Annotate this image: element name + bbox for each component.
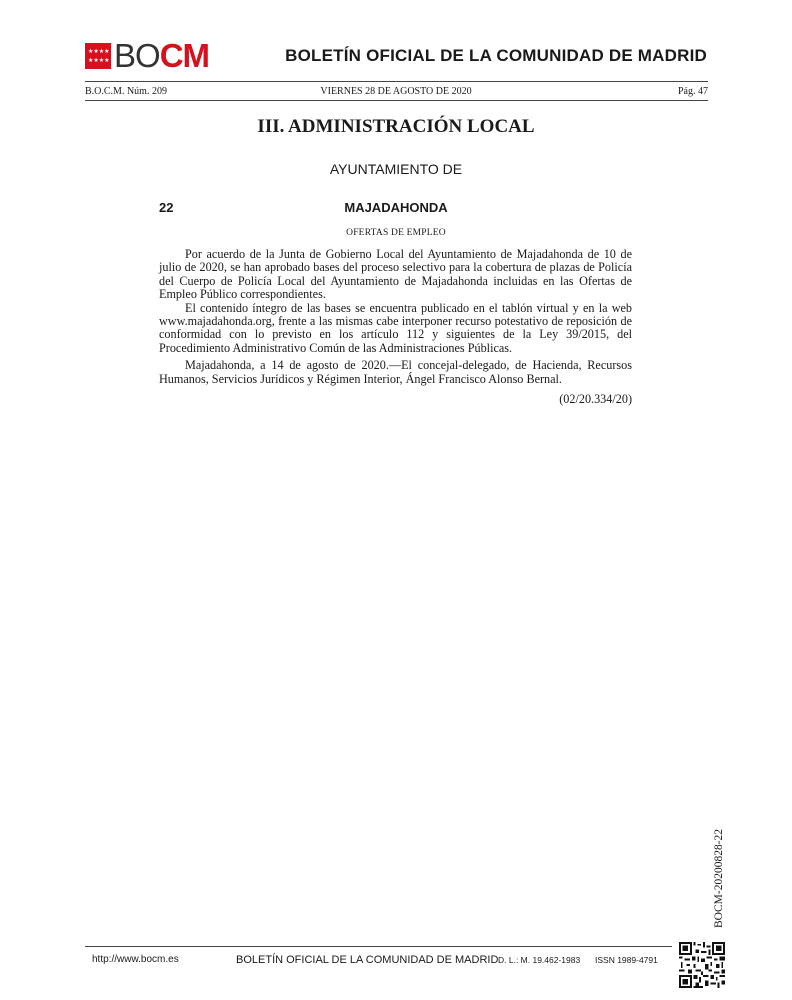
section-heading: AYUNTAMIENTO DE [329, 161, 463, 177]
announcement-reference: (02/20.334/20) [559, 392, 632, 406]
footer-rule [85, 946, 672, 947]
body-paragraph: Majadahonda, a 14 de agosto de 2020.—El concejal-delegado, de Hacienda, Recursos Humanos, Servicios Jurídicos y Régimen Interior, Ángel Francisco Alonso Bernal. [159, 358, 632, 386]
header-bottom-rule [85, 100, 708, 101]
issue-number: B.O.C.M. Núm. 209 [85, 86, 167, 97]
logo-text-bo: BO [114, 37, 160, 74]
body-paragraph: Por acuerdo de la Junta de Gobierno Local del Ayuntamiento de Majadahonda de 10 de julio de 2020, se han aprobado bases del proceso selectivo para la cobertura de plazas de Policía del Cuerpo de Policía Local del Ayuntamiento de Majadahonda incluidas en las Ofertas de Empleo Público correspondientes. [159, 247, 632, 302]
header-title: BOLETÍN OFICIAL DE LA COMUNIDAD DE MADRID [285, 46, 707, 65]
footer-title: BOLETÍN OFICIAL DE LA COMUNIDAD DE MADRID [236, 954, 499, 966]
entry-place: MAJADAHONDA [344, 200, 448, 215]
issue-date: VIERNES 28 DE AGOSTO DE 2020 [320, 86, 472, 97]
footer-issn: ISSN 1989-4791 [595, 955, 658, 965]
header-top-rule [85, 81, 708, 82]
bocm-logo [85, 37, 210, 74]
body-paragraph: El contenido íntegro de las bases se encuentra publicado en el tablón virtual y en la web www.majadahonda.org, frente a las mismas cabe interponer recurso potestativo de reposición de conformidad con lo previsto en los artículo 112 y siguientes de la Ley 39/2015, del Procedimiento Administrativo Común de las Administraciones Públicas. [159, 300, 632, 355]
entry-number: 22 [159, 200, 174, 215]
madrid-flag-icon: ★ ★ ★ ★ ★ ★ ★ ★ [85, 43, 111, 69]
footer-url[interactable]: http://www.bocm.es [92, 954, 179, 965]
document-code: BOCM-20200828-22 [713, 828, 725, 928]
entry-subtitle: OFERTAS DE EMPLEO [346, 228, 446, 238]
section-title: III. ADMINISTRACIÓN LOCAL [257, 116, 535, 137]
qr-code-icon [679, 942, 725, 988]
footer-legal-deposit: D. L.: M. 19.462-1983 [498, 955, 581, 965]
announcement-body [159, 248, 632, 386]
page-number: Pág. 47 [678, 86, 708, 97]
logo-text-cm: CM [159, 37, 210, 74]
